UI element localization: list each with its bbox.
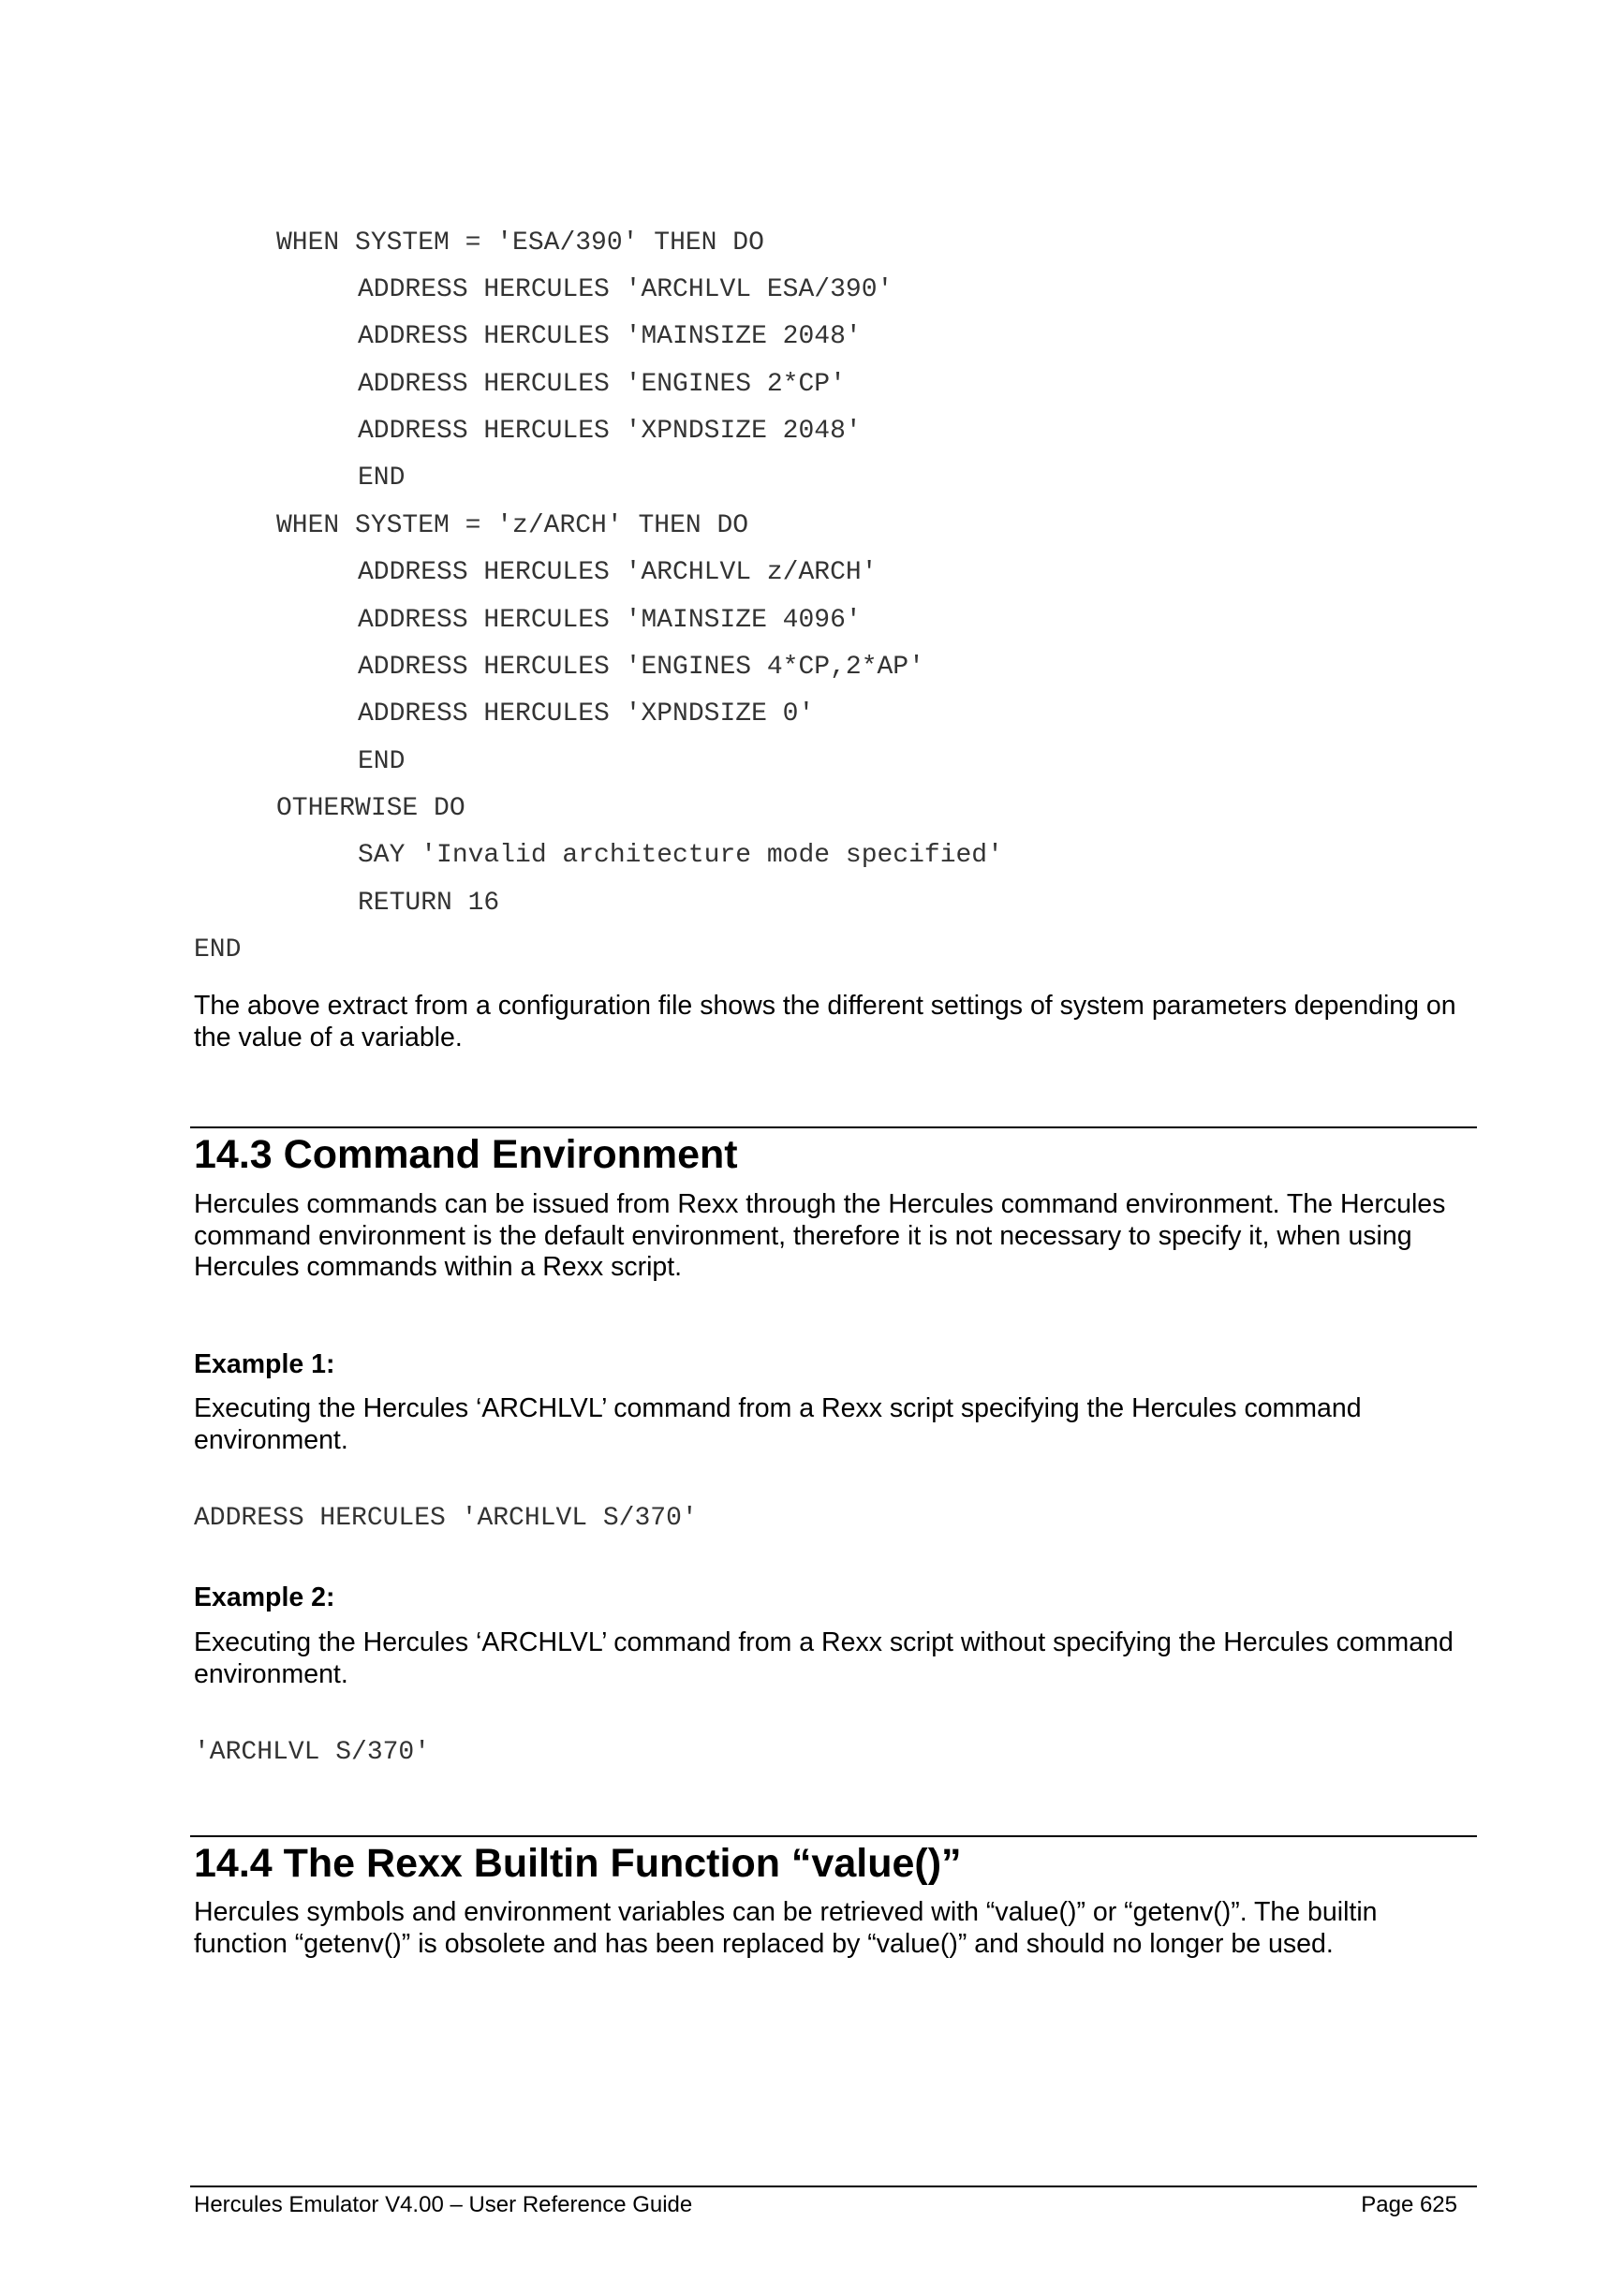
code-line: SAY 'Invalid architecture mode specified' — [358, 841, 1003, 870]
footer-divider — [190, 2186, 1477, 2187]
intro-paragraph: The above extract from a configuration file shows the different settings of system parameters depending on the value of a variable. — [194, 991, 1456, 1052]
code-line: WHEN SYSTEM = 'ESA/390' THEN DO — [276, 228, 764, 258]
section-heading-14-4: 14.4 The Rexx Builtin Function “value()” — [194, 1841, 962, 1886]
section-14-4-paragraph: Hercules symbols and environment variables can be retrieved with “value()” or “getenv()”. The builtin function “getenv()” is obsolete and has been replaced by “value()” and should no longer be used. — [194, 1897, 1378, 1959]
code-line: END — [194, 935, 242, 964]
section-14-3-paragraph: Hercules commands can be issued from Rexx through the Hercules command environment. The Hercules command environment is the default environment, therefore it is not necessary to specify it, when using Hercules commands within a Rexx script. — [194, 1189, 1446, 1282]
code-line: ADDRESS HERCULES 'MAINSIZE 2048' — [358, 322, 862, 351]
example-2-text: Executing the Hercules ‘ARCHLVL’ command from a Rexx script without specifying the Hercules command environment. — [194, 1627, 1454, 1689]
code-line: END — [358, 464, 406, 493]
example-1-label: Example 1: — [194, 1349, 335, 1379]
section-heading-14-3: 14.3 Command Environment — [194, 1132, 738, 1177]
code-line: END — [358, 747, 406, 776]
example-1-code: ADDRESS HERCULES 'ARCHLVL S/370' — [194, 1504, 698, 1533]
example-1-text: Executing the Hercules ‘ARCHLVL’ command from a Rexx script specifying the Hercules command environment. — [194, 1393, 1362, 1455]
footer-title: Hercules Emulator V4.00 – User Reference Guide — [194, 2192, 693, 2217]
code-line: ADDRESS HERCULES 'MAINSIZE 4096' — [358, 606, 862, 635]
code-line: ADDRESS HERCULES 'ENGINES 4*CP,2*AP' — [358, 653, 924, 682]
example-2-code: 'ARCHLVL S/370' — [194, 1738, 431, 1767]
section-divider — [190, 1126, 1477, 1128]
code-line: ADDRESS HERCULES 'ARCHLVL ESA/390' — [358, 275, 893, 304]
section-divider — [190, 1835, 1477, 1837]
code-line: ADDRESS HERCULES 'ARCHLVL z/ARCH' — [358, 558, 878, 587]
example-2-label: Example 2: — [194, 1582, 335, 1612]
code-line: RETURN 16 — [358, 889, 500, 918]
page-number: Page 625 — [1361, 2192, 1457, 2217]
code-line: WHEN SYSTEM = 'z/ARCH' THEN DO — [276, 511, 749, 540]
code-line: OTHERWISE DO — [276, 794, 465, 823]
code-line: ADDRESS HERCULES 'XPNDSIZE 0' — [358, 699, 815, 729]
code-line: ADDRESS HERCULES 'XPNDSIZE 2048' — [358, 417, 862, 446]
code-line: ADDRESS HERCULES 'ENGINES 2*CP' — [358, 370, 846, 399]
